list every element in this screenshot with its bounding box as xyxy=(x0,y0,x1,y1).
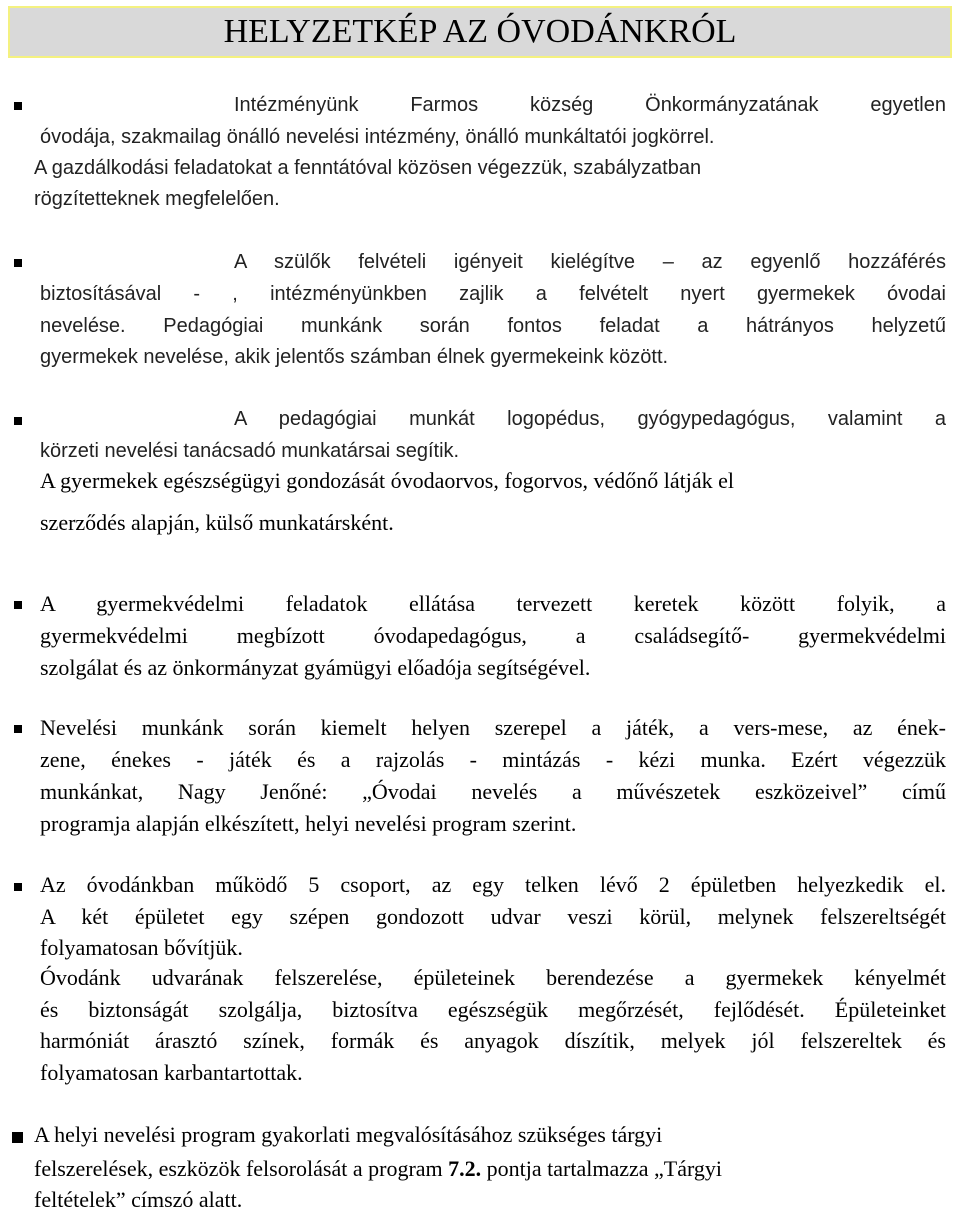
p2-line4: gyermekek nevelése, akik jelentős számban élnek gyermekeink között. xyxy=(40,346,669,368)
bullet-4 xyxy=(14,601,22,609)
p4-line1: A gyermekvédelmi feladatok ellátása tervezett keretek között folyik, a xyxy=(40,591,946,616)
p4-line3: szolgálat és az önkormányzat gyámügyi előadója segítségével. xyxy=(40,655,591,680)
p5-line4: programja alapján elkészített, helyi nevelési program szerint. xyxy=(40,811,577,836)
title-box xyxy=(8,6,952,58)
p7-line2-text-a: felszerelések, eszközök felsorolását a program xyxy=(34,1156,443,1181)
p1-line4: rögzítetteknek megfelelően. xyxy=(34,188,280,210)
bullet-7 xyxy=(12,1132,23,1143)
p6-line2: A két épületet egy szépen gondozott udvar veszi körül, melynek felszereltségét xyxy=(40,904,946,929)
p1-line1: Intézményünk Farmos község Önkormányzatának egyetlen xyxy=(234,94,946,116)
p7-line1: A helyi nevelési program gyakorlati megvalósításához szükséges tárgyi xyxy=(34,1122,663,1147)
p7-line2-section-number: 7.2. xyxy=(448,1156,482,1181)
bullet-5 xyxy=(14,725,22,733)
p7-line2-text-b: pontja tartalmazza „Tárgyi xyxy=(486,1156,723,1181)
bullet-1 xyxy=(14,102,22,110)
p4-line2: gyermekvédelmi megbízott óvodapedagógus, a családsegítő- gyermekvédelmi xyxy=(40,623,946,648)
bullet-6 xyxy=(14,883,22,891)
p6-line1: Az óvodánkban működő 5 csoport, az egy telken lévő 2 épületben helyezkedik el. xyxy=(40,872,946,897)
p1-line2: óvodája, szakmailag önálló nevelési intézmény, önálló munkáltatói jogkörrel. xyxy=(40,126,715,148)
p2-line1: A szülők felvételi igényeit kielégítve – az egyenlő hozzáférés xyxy=(234,251,946,273)
p5-line1: Nevelési munkánk során kiemelt helyen szerepel a játék, a vers-mese, az ének- xyxy=(40,715,946,740)
p7-line3: feltételek” címszó alatt. xyxy=(34,1187,243,1212)
p3-line4: szerződés alapján, külső munkatársként. xyxy=(40,510,394,535)
p6-line6: harmóniát árasztó színek, formák és anyagok díszítik, melyek jól felszereltek és xyxy=(40,1028,946,1053)
p3-line2: körzeti nevelési tanácsadó munkatársai segítik. xyxy=(40,440,460,462)
p6-line3: folyamatosan bővítjük. xyxy=(40,935,243,960)
p2-line2: biztosításával - , intézményünkben zajlik a felvételt nyert gyermekek óvodai xyxy=(40,283,946,305)
bullet-2 xyxy=(14,259,22,267)
bullet-3 xyxy=(14,417,22,425)
p6-line7: folyamatosan karbantartottak. xyxy=(40,1060,303,1085)
p7-line2 xyxy=(34,1154,722,1184)
p5-line2: zene, énekes - játék és a rajzolás - mintázás - kézi munka. Ezért végezzük xyxy=(40,747,946,772)
p3-line3: A gyermekek egészségügyi gondozását óvodaorvos, fogorvos, védőnő látják el xyxy=(40,468,735,493)
page-title: HELYZETKÉP AZ ÓVODÁNKRÓL xyxy=(223,13,737,50)
p2-line3: nevelése. Pedagógiai munkánk során fontos feladat a hátrányos helyzetű xyxy=(40,315,946,337)
p6-line5: és biztonságát szolgálja, biztosítva egészségük megőrzését, fejlődését. Épületeinket xyxy=(40,997,946,1022)
p3-line1: A pedagógiai munkát logopédus, gyógypedagógus, valamint a xyxy=(234,408,946,430)
p1-line3: A gazdálkodási feladatokat a fenntátóval közösen végezzük, szabályzatban xyxy=(34,157,702,179)
p5-line3: munkánkat, Nagy Jenőné: „Óvodai nevelés a művészetek eszközeivel” című xyxy=(40,779,946,804)
p6-line4: Óvodánk udvarának felszerelése, épületeinek berendezése a gyermekek kényelmét xyxy=(40,965,946,990)
